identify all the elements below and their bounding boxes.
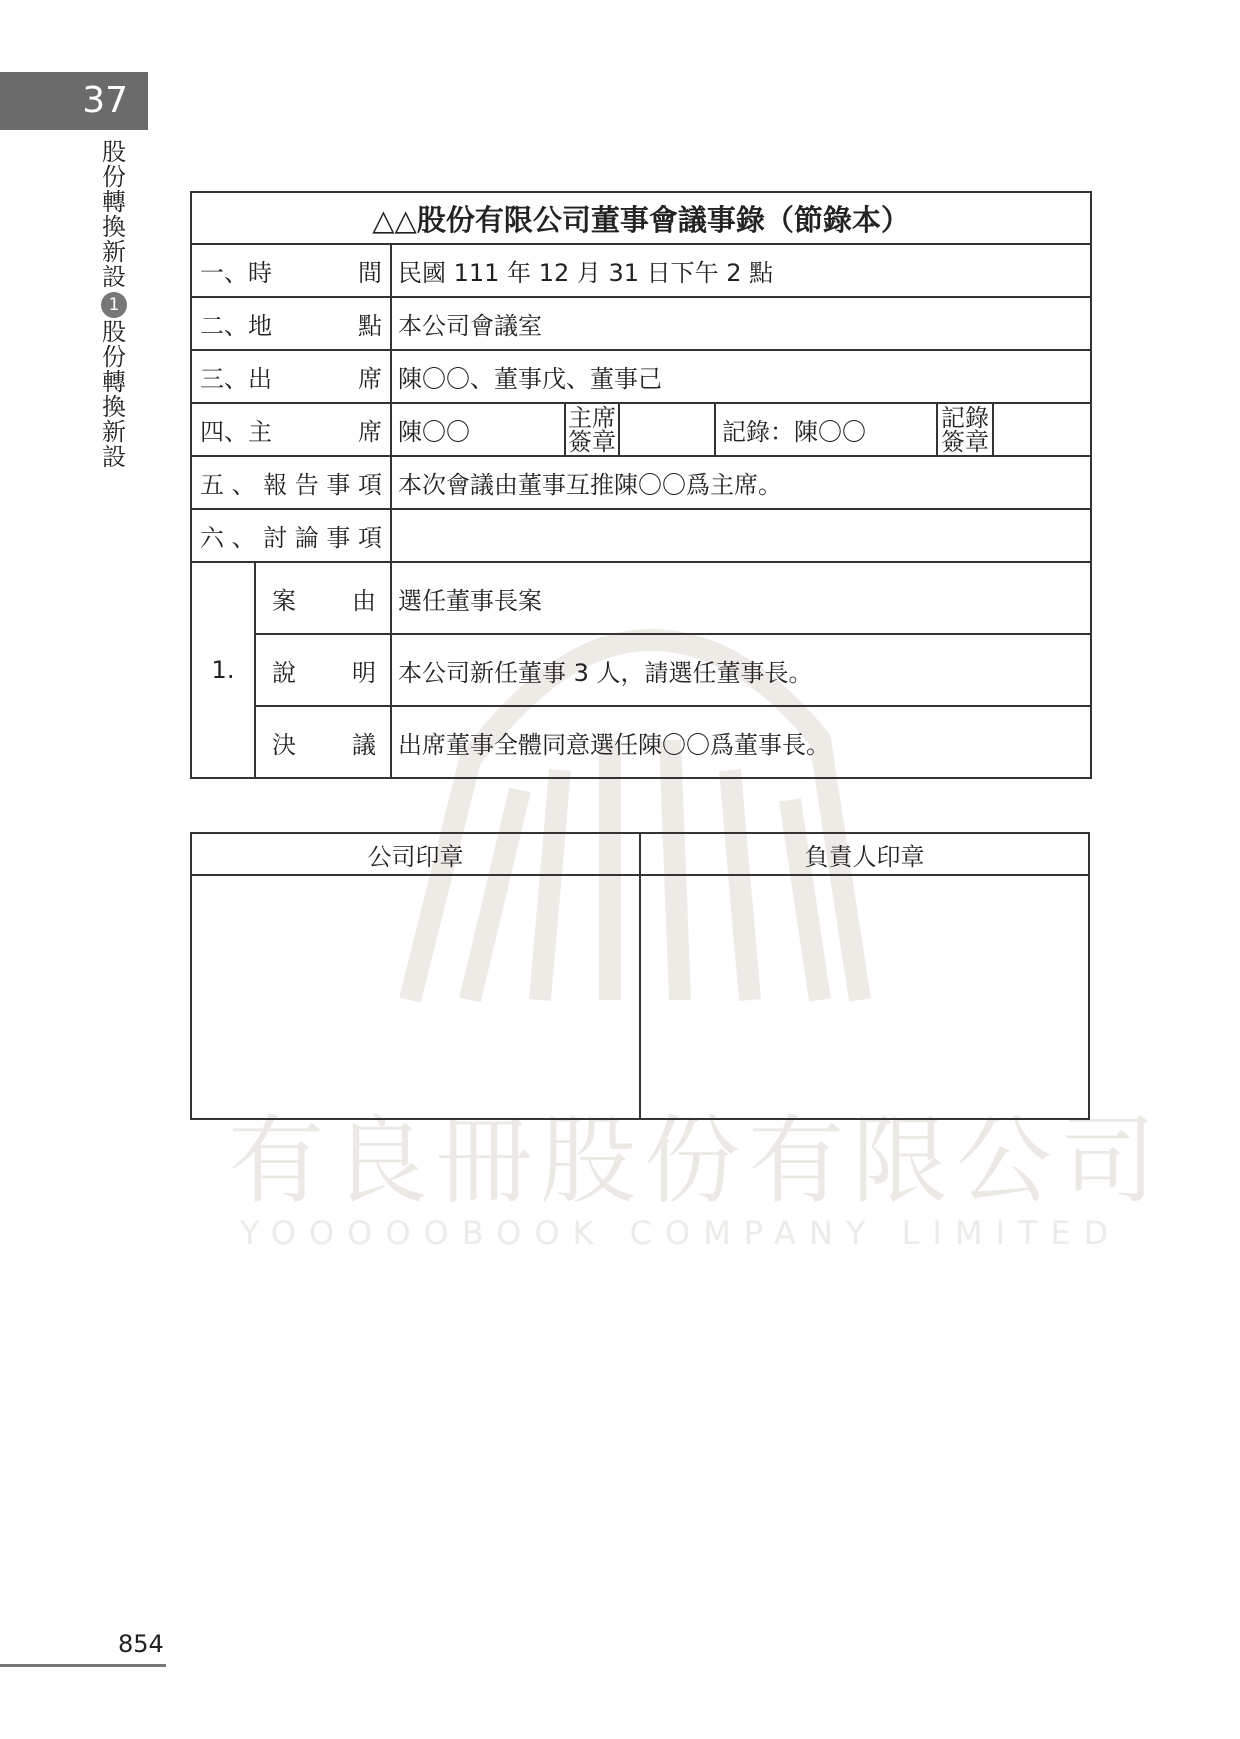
recorder-value: 記錄：陳〇〇: [715, 403, 937, 456]
explain-value: 本公司新任董事 3 人，請選任董事長。: [391, 634, 1091, 706]
seals-table: [190, 832, 1090, 1120]
chapter-number-tab: [0, 72, 148, 130]
discussion-value: [391, 509, 1091, 562]
explain-label: 說 明: [255, 634, 391, 706]
explain-row: [191, 634, 1091, 706]
minutes-table: [190, 191, 1092, 779]
place-label: 二、地 點: [191, 297, 391, 350]
recorder-signature-label: 記錄 簽章: [937, 403, 993, 456]
chair-signature-label: 主席 簽章: [565, 403, 619, 456]
case-row: [191, 562, 1091, 634]
time-label: 一、時 間: [191, 244, 391, 297]
side-subtitle-char: 換: [102, 393, 126, 421]
chair-row: [191, 403, 1091, 456]
discussion-label: 六 、 討 論 事 項: [191, 509, 391, 562]
chapter-side-title: [96, 140, 132, 470]
time-value: 民國 111 年 12 月 31 日下午 2 點: [391, 244, 1091, 297]
responsible-seal-label: 負責人印章: [640, 833, 1089, 875]
watermark-english-text: YOOOOOBOOK COMPANY LIMITED: [240, 1214, 1122, 1252]
watermark-company-text: 有良冊股份有限公司: [228, 1105, 1164, 1217]
company-seal-area: [191, 875, 640, 1119]
place-row: [191, 297, 1091, 350]
section-number-badge: 1: [101, 292, 127, 318]
case-value: 選任董事長案: [391, 562, 1091, 634]
attendees-row: [191, 350, 1091, 403]
responsible-seal-area: [640, 875, 1089, 1119]
report-row: [191, 456, 1091, 509]
side-subtitle-char: 新: [102, 418, 126, 446]
resolution-value: 出席董事全體同意選任陳〇〇爲董事長。: [391, 706, 1091, 778]
place-value: 本公司會議室: [391, 297, 1091, 350]
report-label: 五 、 報 告 事 項: [191, 456, 391, 509]
resolution-label: 決 議: [255, 706, 391, 778]
side-title-char: 股: [102, 138, 126, 166]
side-subtitle-char: 轉: [102, 368, 126, 396]
side-title-char: 轉: [102, 188, 126, 216]
side-subtitle-char: 股: [102, 318, 126, 346]
side-subtitle-char: 份: [102, 343, 126, 371]
case-label: 案 由: [255, 562, 391, 634]
side-subtitle-char: 設: [102, 443, 126, 471]
item-number: 1.: [191, 562, 255, 778]
company-seal-label: 公司印章: [191, 833, 640, 875]
report-value: 本次會議由董事互推陳〇〇爲主席。: [391, 456, 1091, 509]
chapter-number: 37: [82, 80, 128, 121]
side-title-char: 設: [102, 263, 126, 291]
discussion-row: [191, 509, 1091, 562]
chair-signature-field: [619, 403, 715, 456]
page-number: 854: [118, 1630, 164, 1658]
chair-label: 四、主 席: [191, 403, 391, 456]
attendees-label: 三、出 席: [191, 350, 391, 403]
side-title-char: 新: [102, 238, 126, 266]
side-title-char: 份: [102, 163, 126, 191]
minutes-title: △△股份有限公司董事會議事錄（節錄本）: [191, 192, 1091, 244]
attendees-value: 陳〇〇、董事戊、董事己: [391, 350, 1091, 403]
resolution-row: [191, 706, 1091, 778]
side-title-char: 換: [102, 213, 126, 241]
footer-divider: [0, 1664, 166, 1667]
recorder-signature-field: [993, 403, 1091, 456]
chair-value: 陳〇〇: [391, 403, 565, 456]
time-row: [191, 244, 1091, 297]
